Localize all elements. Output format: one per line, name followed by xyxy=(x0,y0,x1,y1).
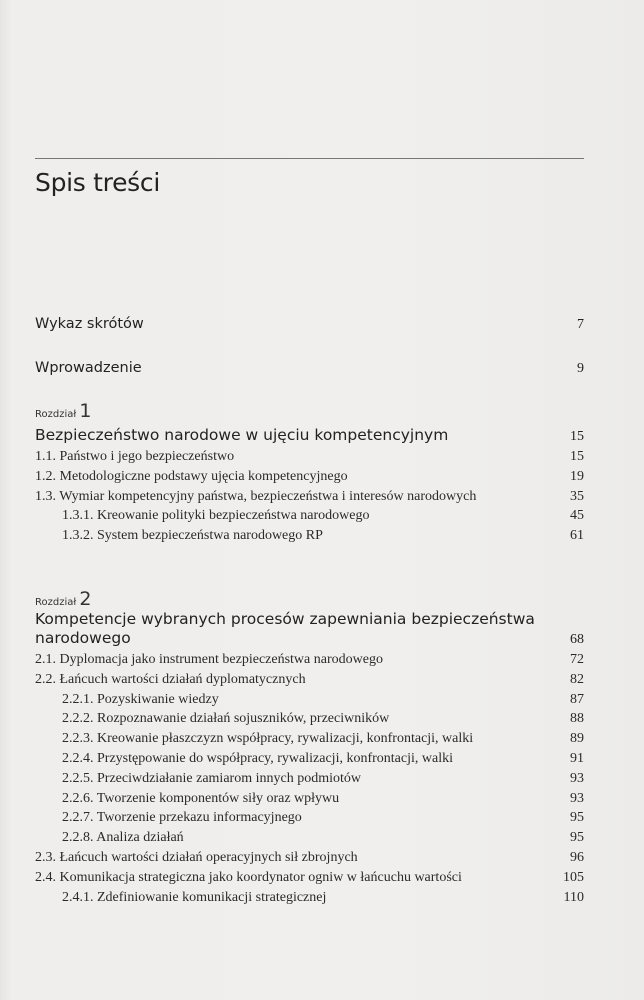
toc-entry xyxy=(35,791,584,811)
chapter-label-text: Rozdział xyxy=(35,597,77,608)
entry-page: 15 xyxy=(570,429,584,444)
toc-entry xyxy=(35,850,584,870)
toc-entry xyxy=(35,508,584,528)
entry-text: 2.4.1. Zdefiniowanie komunikacji strategicznej xyxy=(62,889,327,905)
entry-page: 15 xyxy=(570,449,584,464)
entry-text: 2.2.3. Kreowanie płaszczyzn współpracy, rywalizacji, konfrontacji, walki xyxy=(62,731,474,747)
chapter-label-text: Rozdział xyxy=(35,409,77,420)
entry-page: 89 xyxy=(570,731,584,747)
entry-page: 105 xyxy=(563,869,584,885)
entry-text: 1.3. Wymiar kompetencyjny państwa, bezpieczeństwa i interesów narodowych xyxy=(35,488,477,504)
entry-page: 45 xyxy=(570,508,584,524)
header-rule xyxy=(35,158,584,159)
toc-entry xyxy=(35,870,584,890)
chapter-heading-line1: Kompetencje wybranych procesów zapewniania bezpieczeństwa xyxy=(35,610,535,628)
toc-entry xyxy=(35,810,584,830)
entry-page: 96 xyxy=(570,849,584,865)
entry-page: 93 xyxy=(570,790,584,806)
entry-text: 1.1. Państwo i jego bezpieczeństwo xyxy=(35,449,235,464)
entry-text: 2.2. Łańcuch wartości działań dyplomatycznych xyxy=(35,671,306,687)
toc-entry xyxy=(35,692,584,712)
entry-page: 93 xyxy=(570,770,584,786)
chapter-1-label xyxy=(35,400,92,422)
entry-page: 110 xyxy=(563,889,584,905)
entry-text: Wprowadzenie xyxy=(35,360,142,376)
chapter-2-label xyxy=(35,588,92,610)
toc-entry xyxy=(35,489,584,509)
chapter-1 xyxy=(35,426,584,548)
entry-text: 2.2.4. Przystępowanie do współpracy, rywalizacji, konfrontacji, walki xyxy=(62,750,453,766)
entry-page: 95 xyxy=(570,830,584,846)
toc-entry-abbreviations xyxy=(35,316,584,333)
entry-text: 2.2.1. Pozyskiwanie wiedzy xyxy=(62,691,219,707)
toc-entry xyxy=(35,830,584,850)
toc-entry xyxy=(35,469,584,489)
entry-page: 61 xyxy=(570,528,584,544)
entry-text: 1.2. Metodologiczne podstawy ujęcia kompetencyjnego xyxy=(35,468,348,484)
chapter-number: 1 xyxy=(79,400,92,422)
chapter-heading xyxy=(35,629,584,652)
chapter-number: 2 xyxy=(79,588,92,610)
entry-text: 2.2.2. Rozpoznawanie działań sojuszników, przeciwników xyxy=(62,711,390,727)
toc-entry xyxy=(35,711,584,731)
toc-entry xyxy=(35,449,584,469)
chapter-heading xyxy=(35,426,584,449)
toc-entry xyxy=(35,672,584,692)
toc-entry-introduction xyxy=(35,360,584,377)
entry-page: 91 xyxy=(570,750,584,766)
heading-text: Bezpieczeństwo narodowe w ujęciu kompetencyjnym xyxy=(35,426,449,444)
entry-page: 68 xyxy=(570,632,584,647)
entry-page: 7 xyxy=(577,317,584,332)
entry-text: Wykaz skrótów xyxy=(35,316,144,332)
entry-page: 35 xyxy=(570,488,584,504)
entry-page: 72 xyxy=(570,652,584,667)
entry-page: 19 xyxy=(570,468,584,484)
entry-text: 2.4. Komunikacja strategiczna jako koordynator ogniw w łańcuchu wartości xyxy=(35,869,462,885)
entry-text: 2.2.6. Tworzenie komponentów siły oraz wpływu xyxy=(62,790,340,806)
entry-text: 2.1. Dyplomacja jako instrument bezpieczeństwa narodowego xyxy=(35,652,383,667)
chapter-2 xyxy=(35,610,584,909)
toc-entry xyxy=(35,528,584,548)
entry-page: 88 xyxy=(570,711,584,727)
entry-page: 82 xyxy=(570,671,584,687)
heading-text: narodowego xyxy=(35,629,131,647)
entry-text: 2.2.5. Przeciwdziałanie zamiarom innych podmiotów xyxy=(62,770,361,786)
entry-page: 9 xyxy=(577,361,584,376)
toc-entry xyxy=(35,652,584,672)
entry-text: 1.3.1. Kreowanie polityki bezpieczeństwa narodowego xyxy=(62,508,370,524)
entry-text: 2.2.7. Tworzenie przekazu informacyjnego xyxy=(62,810,302,826)
toc-entry xyxy=(35,751,584,771)
page-title: Spis treści xyxy=(35,168,160,197)
toc-entry xyxy=(35,731,584,751)
entry-text: 1.3.2. System bezpieczeństwa narodowego RP xyxy=(62,528,323,544)
entry-page: 95 xyxy=(570,810,584,826)
entry-text: 2.2.8. Analiza działań xyxy=(62,830,184,846)
entry-page: 87 xyxy=(570,691,584,707)
entry-text: 2.3. Łańcuch wartości działań operacyjnych sił zbrojnych xyxy=(35,849,358,865)
toc-entry xyxy=(35,771,584,791)
toc-entry xyxy=(35,890,584,910)
